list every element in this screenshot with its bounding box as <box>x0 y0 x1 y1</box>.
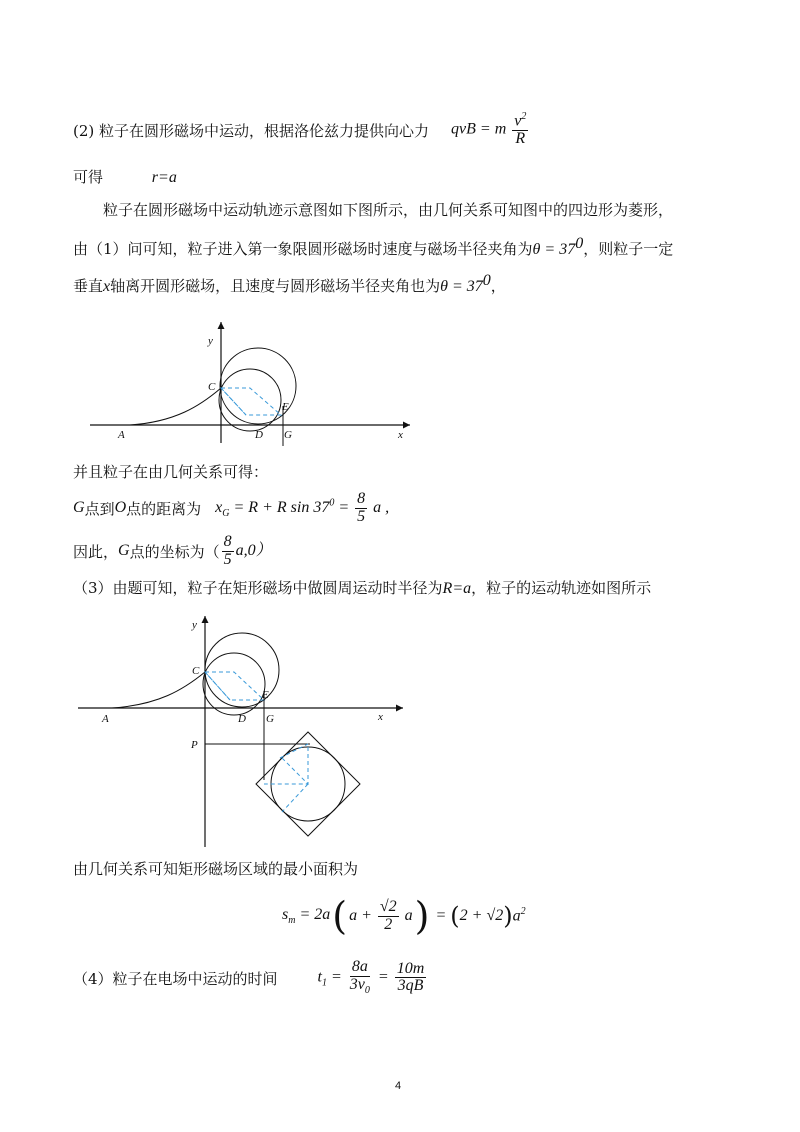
page-number: 4 <box>395 1080 402 1092</box>
part2-result-line <box>73 166 177 187</box>
label-A: A <box>118 429 125 441</box>
label-x: x <box>398 429 403 441</box>
part2-para2: 由（1）问可知，粒子进入第一象限圆形磁场时速度与磁场半径夹角为$\theta = 37^0$，则粒子一定 <box>73 235 674 258</box>
part2-para1: 粒子在圆形磁场中运动轨迹示意图如下图所示，由几何关系可知图中的四边形为菱形， <box>103 201 674 219</box>
part2-intro-line <box>73 108 530 152</box>
xg-formula: $x_G = R + R$ $\sin 37^0$ = $\frac{8}{5}$ a , <box>215 489 390 525</box>
part4-line: （4）粒子在电场中运动的时间 $t_1$ = $\frac{8a}{3v_0}$ = $\frac{10m}{3qB}$ <box>73 952 428 1004</box>
figure-circular-field <box>80 318 420 448</box>
area-text: 由几何关系可知矩形磁场区域的最小面积为 <box>73 860 359 878</box>
dashed-radius-4 <box>282 784 308 812</box>
label-A: A <box>102 713 109 725</box>
result-value: r=a <box>151 169 177 186</box>
lorentz-formula: qvB = m $\frac{v^2}{R}$ <box>451 111 527 148</box>
result-label: 可得 <box>73 168 104 186</box>
geometry-line1: 并且粒子在由几何关系可得： <box>73 463 269 481</box>
label-D: D <box>238 713 246 725</box>
label-C: C <box>192 665 200 677</box>
field-circle <box>219 369 281 431</box>
area-formula: $s_m = 2a$ ( a + $\frac{√2}{2}$ a ) = ( 2 + √2 ) $a^2$ <box>282 894 526 938</box>
part2-para3: 垂直x轴离开圆形磁场，且速度与圆形磁场半径夹角也为$\theta = 37^0$， <box>73 272 506 295</box>
time-formula: $t_1$ = $\frac{8a}{3v_0}$ = $\frac{10m}{3qB}$ <box>317 958 425 997</box>
label-E: E <box>262 689 269 701</box>
trajectory-curve <box>130 388 221 425</box>
label-G: G <box>266 713 274 725</box>
geometry-line2: G 点到 O 点的距离为 $x_G = R + R$ $\sin 37^0$ = $\frac{8}{5}$ a , <box>73 489 390 525</box>
rhombus <box>205 672 264 700</box>
part2-intro-text: (2) 粒子在圆形磁场中运动，根据洛伦兹力提供向心力 <box>73 121 430 140</box>
label-P: P <box>191 739 198 751</box>
label-C: C <box>208 381 216 393</box>
figure-rectangular-field <box>70 612 410 852</box>
label-y: y <box>208 335 213 347</box>
geometry-line3: 因此， G 点的坐标为（ $\frac{8}{5}$ a,0） <box>73 532 272 568</box>
label-G: G <box>284 429 292 441</box>
label-y: y <box>192 619 197 631</box>
trajectory-curve <box>112 672 205 708</box>
label-E: E <box>282 401 289 413</box>
label-D: D <box>255 429 263 441</box>
part3-intro: （3）由题可知，粒子在矩形磁场中做圆周运动时半径为R=a，粒子的运动轨迹如图所示 <box>73 579 652 597</box>
label-x: x <box>378 711 383 723</box>
dashed-radii <box>264 758 308 784</box>
